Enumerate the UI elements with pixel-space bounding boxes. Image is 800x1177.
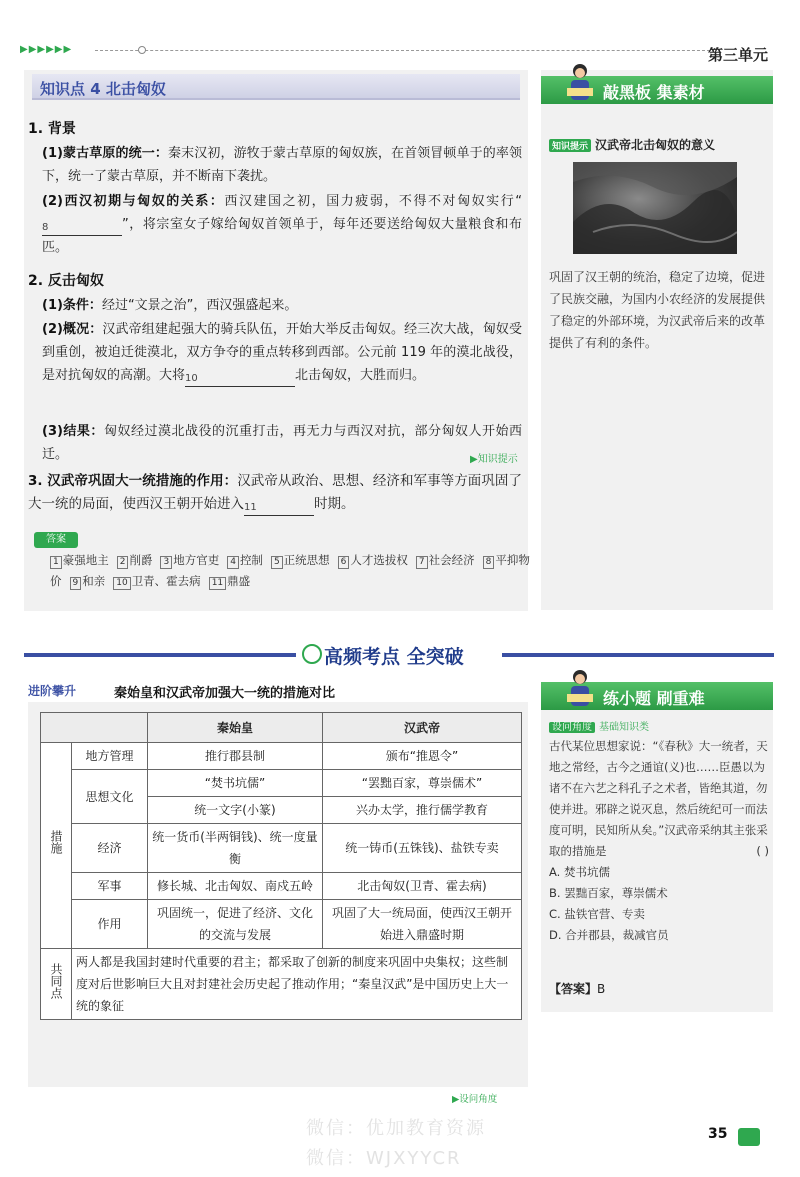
answer-label: 【答案】: [549, 982, 598, 996]
unit-title: 第三单元: [708, 46, 769, 64]
blank-10: 10: [185, 371, 295, 387]
knowledge-point-title: 知识点 4 北击匈奴: [40, 80, 166, 98]
aspect-cell: 作用: [72, 900, 148, 949]
han-cell: 颁布“推恩令”: [322, 743, 521, 770]
page-number: 35: [708, 1126, 728, 1142]
arrow-decoration-icon: ▶▶▶▶▶▶: [20, 44, 73, 55]
aspect-cell: 军事: [72, 873, 148, 900]
answer-text: 豪强地主: [62, 553, 109, 567]
common-label: 共同点: [49, 962, 63, 999]
answer-number: 7: [416, 556, 428, 569]
answer-number: 4: [227, 556, 239, 569]
knowledge-panel: [24, 70, 528, 611]
sidebar-title: 敲黑板 集素材: [603, 83, 705, 102]
answer-item: [209, 574, 250, 588]
blank-11: 11: [244, 500, 314, 516]
paragraph-conditions: (1)条件：经过“文景之治”，西汉强盛起来。: [42, 298, 298, 313]
qin-cell: 推行郡县制: [148, 743, 323, 770]
divider-line-right: [502, 653, 774, 657]
aspect-cell: 思想文化: [72, 770, 148, 824]
answer-item: [160, 553, 219, 567]
practice-title: 练小题 刷重难: [603, 689, 705, 708]
answer-item: [338, 553, 408, 567]
aspect-cell: 地方管理: [72, 743, 148, 770]
han-cell: 北击匈奴(卫青、霍去病): [322, 873, 521, 900]
header-dot-icon: [138, 46, 146, 54]
student-icon: [565, 62, 595, 108]
answer-item: [117, 553, 153, 567]
answer-list: [50, 550, 530, 592]
answer-box: [32, 532, 528, 608]
comparison-title: 秦始皇和汉武帝加强大一统的措施对比: [114, 686, 336, 701]
paragraph-early-han-relations: (2)西汉初期与匈奴的关系：西汉建国之初，国力疲弱，不得不对匈奴实行“8 ”，将宗室女子嫁给匈奴首领单于，每年还要送给匈奴大量粮食和布匹。: [42, 194, 522, 255]
practice-answer: [549, 980, 605, 997]
answer-number: 3: [160, 556, 172, 569]
table-row: [41, 824, 522, 873]
sidebar-subtitle: 知识提示 汉武帝北击匈奴的意义: [549, 136, 715, 153]
common-text-cell: 两人都是我国封建时代重要的君主；都采取了创新的制度来巩固中央集权；这些制度对后世影响巨大且对封建社会历史起了推动作用；“秦皇汉武”是中国历史上大一统的象征: [72, 949, 522, 1020]
divider-line-left: [24, 653, 296, 657]
table-row: [41, 713, 522, 743]
answer-item: [271, 553, 330, 567]
paragraph-consolidation: 3. 汉武帝巩固大一统措施的作用：汉武帝从政治、思想、经济和军事等方面巩固了大一统的局面，使西汉王朝开始进入11 时期。: [28, 470, 522, 516]
col-header-qin: 秦始皇: [148, 713, 323, 743]
answer-text: 社会经济: [428, 553, 475, 567]
qin-cell: 统一货币(半两铜钱)、统一度量衡: [148, 824, 323, 873]
table-row: [41, 873, 522, 900]
blank-8: 8: [42, 220, 122, 236]
sidebar-material: [541, 70, 773, 610]
sidebar-tag: 知识提示: [549, 139, 591, 152]
comparison-panel: [28, 702, 528, 1087]
option-d[interactable]: D. 合并郡县，裁减官员: [549, 928, 669, 942]
divider-title: 高频考点 全突破: [324, 646, 464, 668]
answer-text: 正统思想: [283, 553, 330, 567]
knowledge-tip-link[interactable]: ▶知识提示: [470, 454, 518, 465]
practice-header: [541, 682, 773, 710]
knowledge-point-header: [32, 74, 520, 100]
option-b[interactable]: B. 罢黜百家，尊崇儒术: [549, 886, 668, 900]
section-divider: [24, 644, 774, 668]
table-row: [41, 770, 522, 797]
painting-shapes: [573, 162, 737, 254]
question-body: [549, 736, 769, 946]
question-angle-tag: 设问角度: [549, 722, 595, 733]
table-row: [41, 743, 522, 770]
answer-number: 1: [50, 556, 62, 569]
common-label-cell: [41, 949, 72, 1020]
option-a[interactable]: A. 焚书坑儒: [549, 865, 610, 879]
student-icon: [565, 668, 595, 714]
watermark-line-2: 微信：WJXYYCR: [306, 1148, 462, 1169]
battle-painting-image: [573, 162, 737, 254]
han-cell: 巩固了大一统局面，使西汉王朝开始进入鼎盛时期: [322, 900, 521, 949]
option-c[interactable]: C. 盐铁官营、专卖: [549, 907, 645, 921]
answer-number: 11: [209, 577, 226, 590]
advance-tag: 进阶攀升: [28, 684, 77, 698]
answer-number: 8: [483, 556, 495, 569]
answer-text: 和亲: [82, 574, 106, 588]
paragraph-mongol-unification: (1)蒙古草原的统一：秦末汉初，游牧于蒙古草原的匈奴族，在首领冒顿单于的率领下，统一了蒙古草原，并不断南下袭扰。: [42, 146, 522, 184]
answer-text: 卫青、霍去病: [131, 574, 201, 588]
answer-number: 6: [338, 556, 350, 569]
target-icon: [302, 644, 322, 664]
han-cell: “罢黜百家，尊崇儒术”: [322, 770, 521, 797]
question-text: 古代某位思想家说：“《春秋》大一统者，天地之常经，古今之通谊(义)也……臣愚以为诸不在六艺之科孔子之术者，皆绝其道，勿使并进。邪辟之说灭息，然后统纪可一而法度可明，民知所从矣。”汉武帝采纳其主张采取的措施是: [549, 739, 768, 858]
answer-number: 10: [113, 577, 130, 590]
section-heading-counterattack: 2. 反击匈奴: [28, 273, 104, 289]
qin-cell: 修长城、北击匈奴、南戍五岭: [148, 873, 323, 900]
answer-number: 9: [70, 577, 82, 590]
table-corner-cell: [41, 713, 148, 743]
group-label: 措施: [49, 830, 63, 854]
answer-bracket: ( ): [756, 844, 769, 858]
answer-text: 人才选拔权: [350, 553, 408, 567]
watermark-line-1: 微信：优加教育资源: [306, 1118, 486, 1139]
answer-text: 平抑物价: [50, 553, 530, 588]
answer-item: [227, 553, 263, 567]
table-row: [41, 900, 522, 949]
answer-item: [70, 574, 106, 588]
answer-text: 地方官吏: [173, 553, 220, 567]
section-heading-background: 1. 背景: [28, 121, 76, 137]
answer-number: 5: [271, 556, 283, 569]
answer-tag: 答案: [34, 532, 78, 548]
question-tags: [549, 718, 649, 733]
answer-value: B: [597, 982, 606, 996]
table-row: [41, 949, 522, 1020]
answer-item: [113, 574, 200, 588]
question-category: 基础知识类: [599, 722, 649, 733]
answer-text: 鼎盛: [227, 574, 251, 588]
qin-cell: 统一文字(小篆): [148, 797, 323, 824]
paragraph-overview: (2)概况：汉武帝组建起强大的骑兵队伍，开始大举反击匈奴。经三次大战，匈奴受到重创，被迫迁徙漠北，双方争夺的重点转移到西部。公元前 119 年的漠北战役，是对抗匈奴的高潮。大将10 北击匈奴，大胜而归。: [42, 318, 522, 387]
book-icon: [738, 1128, 760, 1146]
answer-text: 控制: [239, 553, 263, 567]
header-line: [95, 50, 710, 51]
comparison-table: [40, 712, 522, 1020]
question-angle-link[interactable]: ▶设问角度: [452, 1094, 498, 1105]
answer-item: [416, 553, 475, 567]
qin-cell: “焚书坑儒”: [148, 770, 323, 797]
han-cell: 统一铸币(五铢钱)、盐铁专卖: [322, 824, 521, 873]
col-header-han: 汉武帝: [322, 713, 521, 743]
answer-item: [50, 553, 109, 567]
sidebar-practice: [541, 682, 773, 1012]
answer-text: 削爵: [129, 553, 153, 567]
han-cell: 兴办太学，推行儒学教育: [322, 797, 521, 824]
qin-cell: 巩固统一，促进了经济、文化的交流与发展: [148, 900, 323, 949]
sidebar-text: 巩固了汉王朝的统治，稳定了边境，促进了民族交融，为国内小农经济的发展提供了稳定的外部环境，为汉武帝后来的改革提供了有利的条件。: [549, 270, 766, 350]
paragraph-result: (3)结果：匈奴经过漠北战役的沉重打击，再无力与西汉对抗，部分匈奴人开始西迁。: [42, 424, 522, 462]
header-decoration: [20, 44, 710, 56]
sidebar-header: [541, 76, 773, 104]
aspect-cell: 经济: [72, 824, 148, 873]
answer-number: 2: [117, 556, 129, 569]
group-label-cell: [41, 743, 72, 949]
